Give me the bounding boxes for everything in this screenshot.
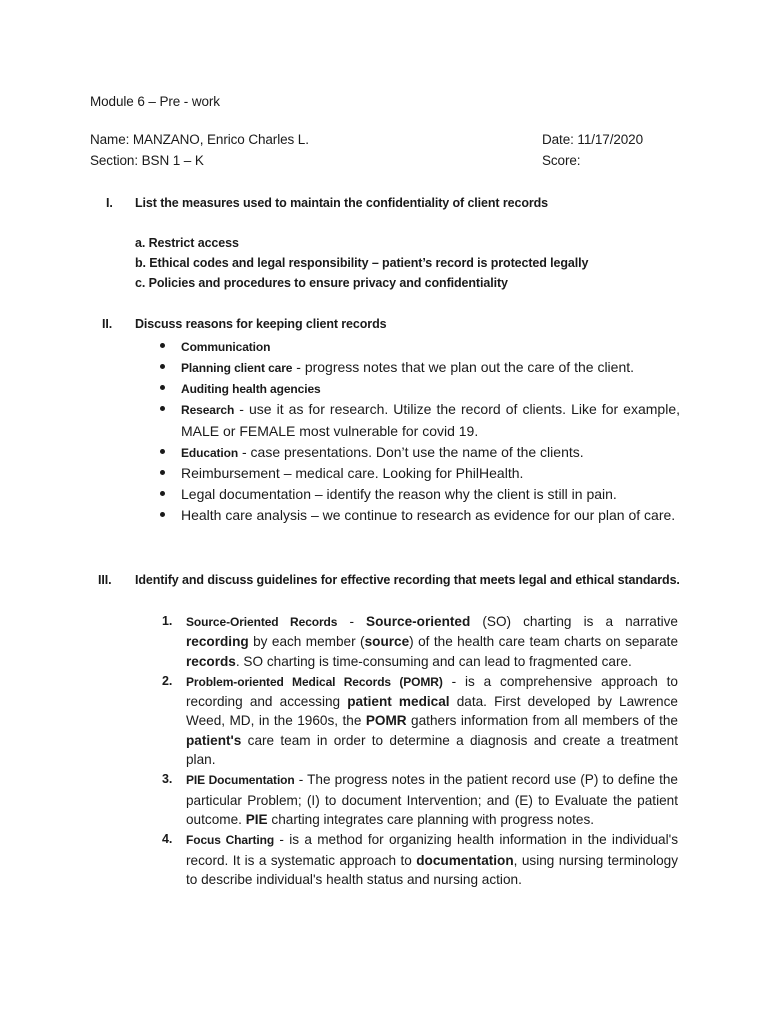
list-item bbox=[162, 830, 678, 889]
submission-date: Date: 11/17/2020 bbox=[542, 132, 643, 147]
list-item: Reimbursement – medical care. Looking for PhilHealth. bbox=[160, 463, 680, 484]
score-label: Score: bbox=[542, 153, 581, 168]
measure-item: c. Policies and procedures to ensure privacy and confidentiality bbox=[135, 276, 508, 290]
list-item: Auditing health agencies bbox=[160, 378, 680, 399]
section-1-numeral: I. bbox=[106, 196, 113, 210]
list-item bbox=[162, 770, 678, 829]
section-2-title: Discuss reasons for keeping client records bbox=[135, 317, 387, 331]
bullet-icon bbox=[160, 491, 165, 496]
list-item: Health care analysis – we continue to research as evidence for our plan of care. bbox=[160, 505, 680, 526]
bullet-icon bbox=[160, 343, 165, 348]
student-section: Section: BSN 1 – K bbox=[90, 153, 204, 168]
reasons-list bbox=[160, 336, 680, 526]
list-item: Research - use it as for research. Utilize the record of clients. Like for example, MALE or FEMALE most vulnerable for covid 19. bbox=[160, 399, 680, 442]
list-number: 2. bbox=[162, 673, 173, 688]
guideline-text: PIE Documentation - The progress notes in the patient record use (P) to define the particular Problem; (I) to document Intervention; and (E) to Evaluate the patient outcome. PIE charting integrates care planning with progress notes. bbox=[186, 772, 678, 827]
section-3-title: Identify and discuss guidelines for effective recording that meets legal and ethical standards. bbox=[135, 573, 680, 587]
student-name: Name: MANZANO, Enrico Charles L. bbox=[90, 132, 309, 147]
list-item bbox=[162, 672, 678, 769]
section-2-numeral: II. bbox=[102, 317, 113, 331]
bullet-icon bbox=[160, 406, 165, 411]
list-item bbox=[162, 612, 678, 671]
bullet-icon bbox=[160, 470, 165, 475]
list-number: 1. bbox=[162, 614, 173, 628]
document-title: Module 6 – Pre - work bbox=[90, 94, 220, 109]
list-item: Legal documentation – identify the reason why the client is still in pain. bbox=[160, 484, 680, 505]
bullet-icon bbox=[160, 385, 165, 390]
bullet-icon bbox=[160, 512, 165, 517]
section-3-numeral: III. bbox=[98, 573, 112, 587]
guideline-text: Problem-oriented Medical Records (POMR) - is a comprehensive approach to recording and accessing patient medical data. First developed by Lawrence Weed, MD, in the 1960s, the POMR gathers information from all members of the patient's care team in order to determine a diagnosis and create a treatment plan. bbox=[186, 673, 678, 768]
list-number: 3. bbox=[162, 772, 173, 787]
measure-item: a. Restrict access bbox=[135, 236, 239, 250]
guideline-text: Source-Oriented Records - Source-oriented (SO) charting is a narrative recording by each member (source) of the health care team charts on separate records. SO charting is time-consuming and can lead to fragmented care. bbox=[186, 614, 679, 669]
bullet-icon bbox=[160, 449, 165, 454]
section-1-title: List the measures used to maintain the confidentiality of client records bbox=[135, 196, 549, 210]
list-item: Planning client care - progress notes that we plan out the care of the client. bbox=[160, 357, 680, 378]
list-item: Education - case presentations. Don’t use the name of the clients. bbox=[160, 442, 680, 463]
list-item: Communication bbox=[160, 336, 680, 357]
list-number: 4. bbox=[162, 832, 173, 847]
guidelines-list bbox=[162, 612, 678, 890]
guideline-text: Focus Charting - is a method for organizing health information in the individual's record. It is a systematic approach to documentation, using nursing terminology to describe individual's health status and nursing action. bbox=[186, 832, 678, 887]
measure-item: b. Ethical codes and legal responsibility – patient’s record is protected legally bbox=[135, 256, 589, 270]
bullet-icon bbox=[160, 364, 165, 369]
